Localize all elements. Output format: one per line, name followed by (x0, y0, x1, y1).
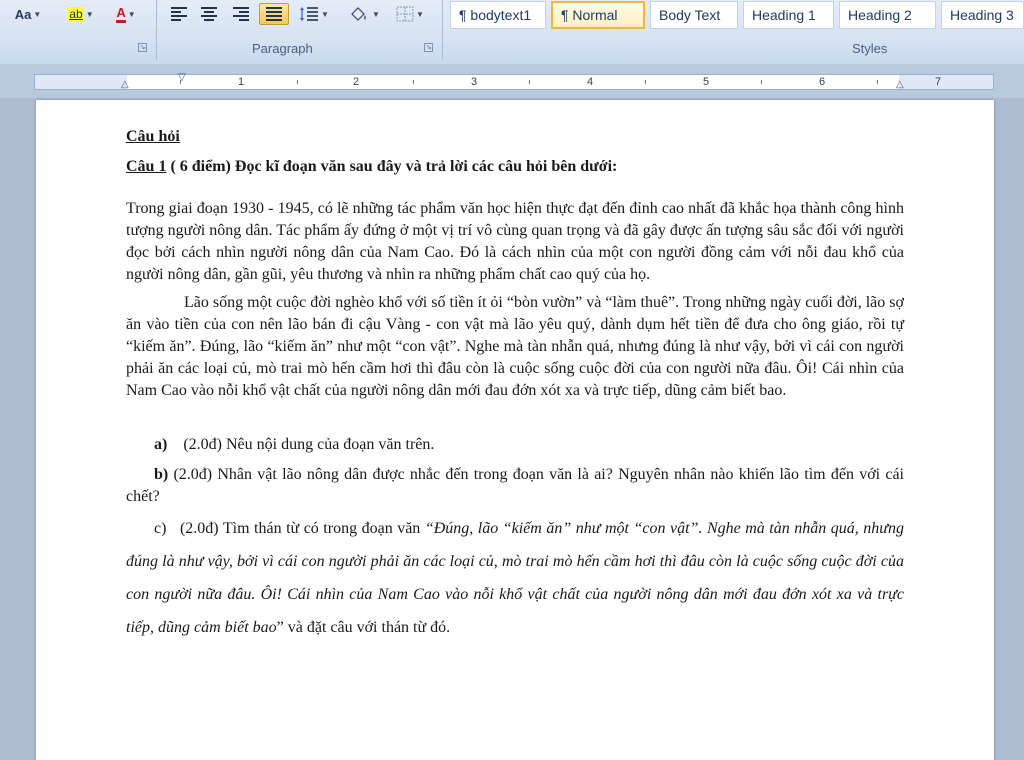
style-body-text[interactable] (650, 1, 738, 29)
style-label: Heading 1 (752, 7, 816, 23)
style-label: ¶ bodytext1 (459, 7, 532, 23)
font-dialog-launcher-icon[interactable]: ↘ (139, 43, 146, 51)
paragraph-dialog-launcher-icon[interactable]: ↘ (425, 43, 432, 51)
styles-group-label: Styles (852, 41, 888, 56)
document-page[interactable] (36, 100, 994, 760)
highlight-icon: ab (69, 7, 83, 21)
chevron-down-icon: ▼ (321, 9, 329, 19)
question-a-label: a) (154, 436, 168, 453)
ruler-number: 1 (238, 76, 245, 88)
ruler-tick (297, 80, 298, 84)
question-1-heading (126, 156, 904, 178)
style-label: ¶ Normal (561, 7, 618, 23)
ruler-number: 3 (471, 76, 478, 88)
horizontal-ruler[interactable] (34, 74, 994, 90)
ruler-number: 6 (819, 76, 826, 88)
align-right-button[interactable] (228, 3, 254, 25)
style-label: Heading 3 (950, 7, 1014, 23)
chevron-down-icon: ▼ (85, 9, 94, 19)
question-c-quote: “Đúng, lão “kiếm ăn” như một “con vật”. Nghe mà tàn nhẫn quá, nhưng đúng là như vậy, bởi vì cái con người phải ăn các loại củ, mò trai mò hến cầm hơi thì đâu còn là cuộc sống cuộc đời của con người nữa đâu. Ôi! Cái nhìn của Nam Cao vào nỗi khổ vật chất của người nông dân mới đau đớn xót xa và trực tiếp, dũng cảm biết bao (126, 520, 904, 636)
question-b-text: (2.0đ) Nhân vật lão nông dân được nhắc đến trong đoạn văn là ai? Nguyên nhân nào khiến lão tìm đến với cái chết? (126, 466, 904, 505)
group-separator (156, 0, 157, 60)
first-line-indent-icon[interactable]: ▽ (178, 72, 186, 83)
style-label: Heading 2 (848, 7, 912, 23)
style-heading-2[interactable] (839, 1, 936, 29)
align-left-icon (170, 6, 188, 22)
borders-button[interactable] (390, 3, 430, 25)
align-center-button[interactable] (196, 3, 222, 25)
style-heading-3[interactable] (941, 1, 1024, 29)
borders-icon (396, 6, 414, 22)
question-a-text: (2.0đ) Nêu nội dung của đoạn văn trên. (183, 436, 435, 453)
line-spacing-icon (299, 6, 319, 22)
style-bodytext1[interactable] (450, 1, 546, 29)
question-b-label: b) (154, 466, 169, 483)
group-separator (442, 0, 443, 60)
question-c-text-end: ” và đặt câu với thán từ đó. (276, 619, 451, 636)
document-body[interactable] (126, 126, 904, 644)
paragraph-group-label: Paragraph (252, 41, 313, 56)
ribbon (0, 0, 1024, 65)
document-title: Câu hỏi (126, 128, 180, 145)
question-1-label: Câu 1 (126, 158, 167, 175)
line-spacing-button[interactable] (294, 3, 334, 25)
question-c-label: c) (154, 520, 167, 537)
ruler-area (0, 64, 1024, 98)
question-b (126, 464, 904, 508)
style-label: Body Text (659, 7, 721, 23)
question-c-text-start: (2.0đ) Tìm thán từ có trong đoạn văn (179, 520, 425, 537)
shading-button[interactable] (342, 3, 386, 25)
ruler-number: 2 (353, 76, 360, 88)
chevron-down-icon: ▼ (33, 9, 42, 19)
ruler-tick (413, 80, 414, 84)
font-color-icon: A (116, 5, 125, 23)
shading-bucket-icon (348, 6, 370, 22)
ruler-number: 5 (703, 76, 710, 88)
question-a (126, 434, 904, 456)
style-heading-1[interactable] (743, 1, 834, 29)
ruler-tick (877, 80, 878, 84)
right-indent-icon[interactable]: △ (896, 79, 904, 90)
align-center-icon (200, 6, 218, 22)
ruler-number: 4 (587, 76, 594, 88)
font-color-button[interactable] (106, 3, 146, 25)
highlight-button[interactable] (60, 3, 102, 25)
align-left-button[interactable] (166, 3, 192, 25)
align-right-icon (232, 6, 250, 22)
ruler-tick (529, 80, 530, 84)
change-case-button[interactable] (2, 3, 54, 25)
passage-paragraph-1: Trong giai đoạn 1930 - 1945, có lẽ những tác phẩm văn học hiện thực đạt đến đỉnh cao nhất đã khắc họa thành công hình tượng người nông dân. Tác phẩm ấy đứng ở một vị trí vô cùng quan trọng và đã gây được ấn tượng sâu sắc đối với người đọc bởi cách nhìn người nông dân của Nam Cao. Đó là cách nhìn của một con người đồng cảm với nỗi đau khổ của người nông dân, gần gũi, yêu thương và nhìn ra những phẩm chất cao quý của họ. (126, 200, 904, 283)
ruler-tick (645, 80, 646, 84)
chevron-down-icon: ▼ (416, 9, 424, 19)
ruler-tick (761, 80, 762, 84)
chevron-down-icon: ▼ (127, 9, 136, 19)
justify-icon (265, 6, 283, 22)
justify-button[interactable] (259, 3, 289, 25)
ruler-number: 7 (935, 76, 942, 88)
change-case-icon: Aa (14, 6, 32, 22)
hanging-indent-icon[interactable]: △ (121, 79, 129, 90)
passage-paragraph-2: Lão sống một cuộc đời nghèo khổ với số tiền ít ỏi “bòn vườn” và “làm thuê”. Trong những ngày cuối đời, lão sợ ăn vào tiền của con nên lão bán đi cậu Vàng - con vật mà lão yêu quý, dành dụm hết tiền để đưa cho ông giáo, rồi tự “kiếm ăn”. Đúng, lão “kiếm ăn” như một “con vật”. Nghe mà tàn nhẫn quá, nhưng đúng là như vậy, bởi vì cái con người phải ăn các loại củ, mò trai mò hến cầm hơi thì đâu còn là cuộc sống cuộc đời của con người nữa đâu. Ôi! Cái nhìn của Nam Cao vào nỗi khổ vật chất của người nông dân mới đau đớn xót xa và trực tiếp, dũng cảm biết bao. (126, 294, 904, 399)
style-normal[interactable] (551, 1, 645, 29)
question-c (126, 512, 904, 644)
question-1-text: ( 6 điểm) Đọc kĩ đoạn văn sau đây và trả lời các câu hỏi bên dưới: (166, 158, 618, 175)
chevron-down-icon: ▼ (372, 9, 380, 19)
